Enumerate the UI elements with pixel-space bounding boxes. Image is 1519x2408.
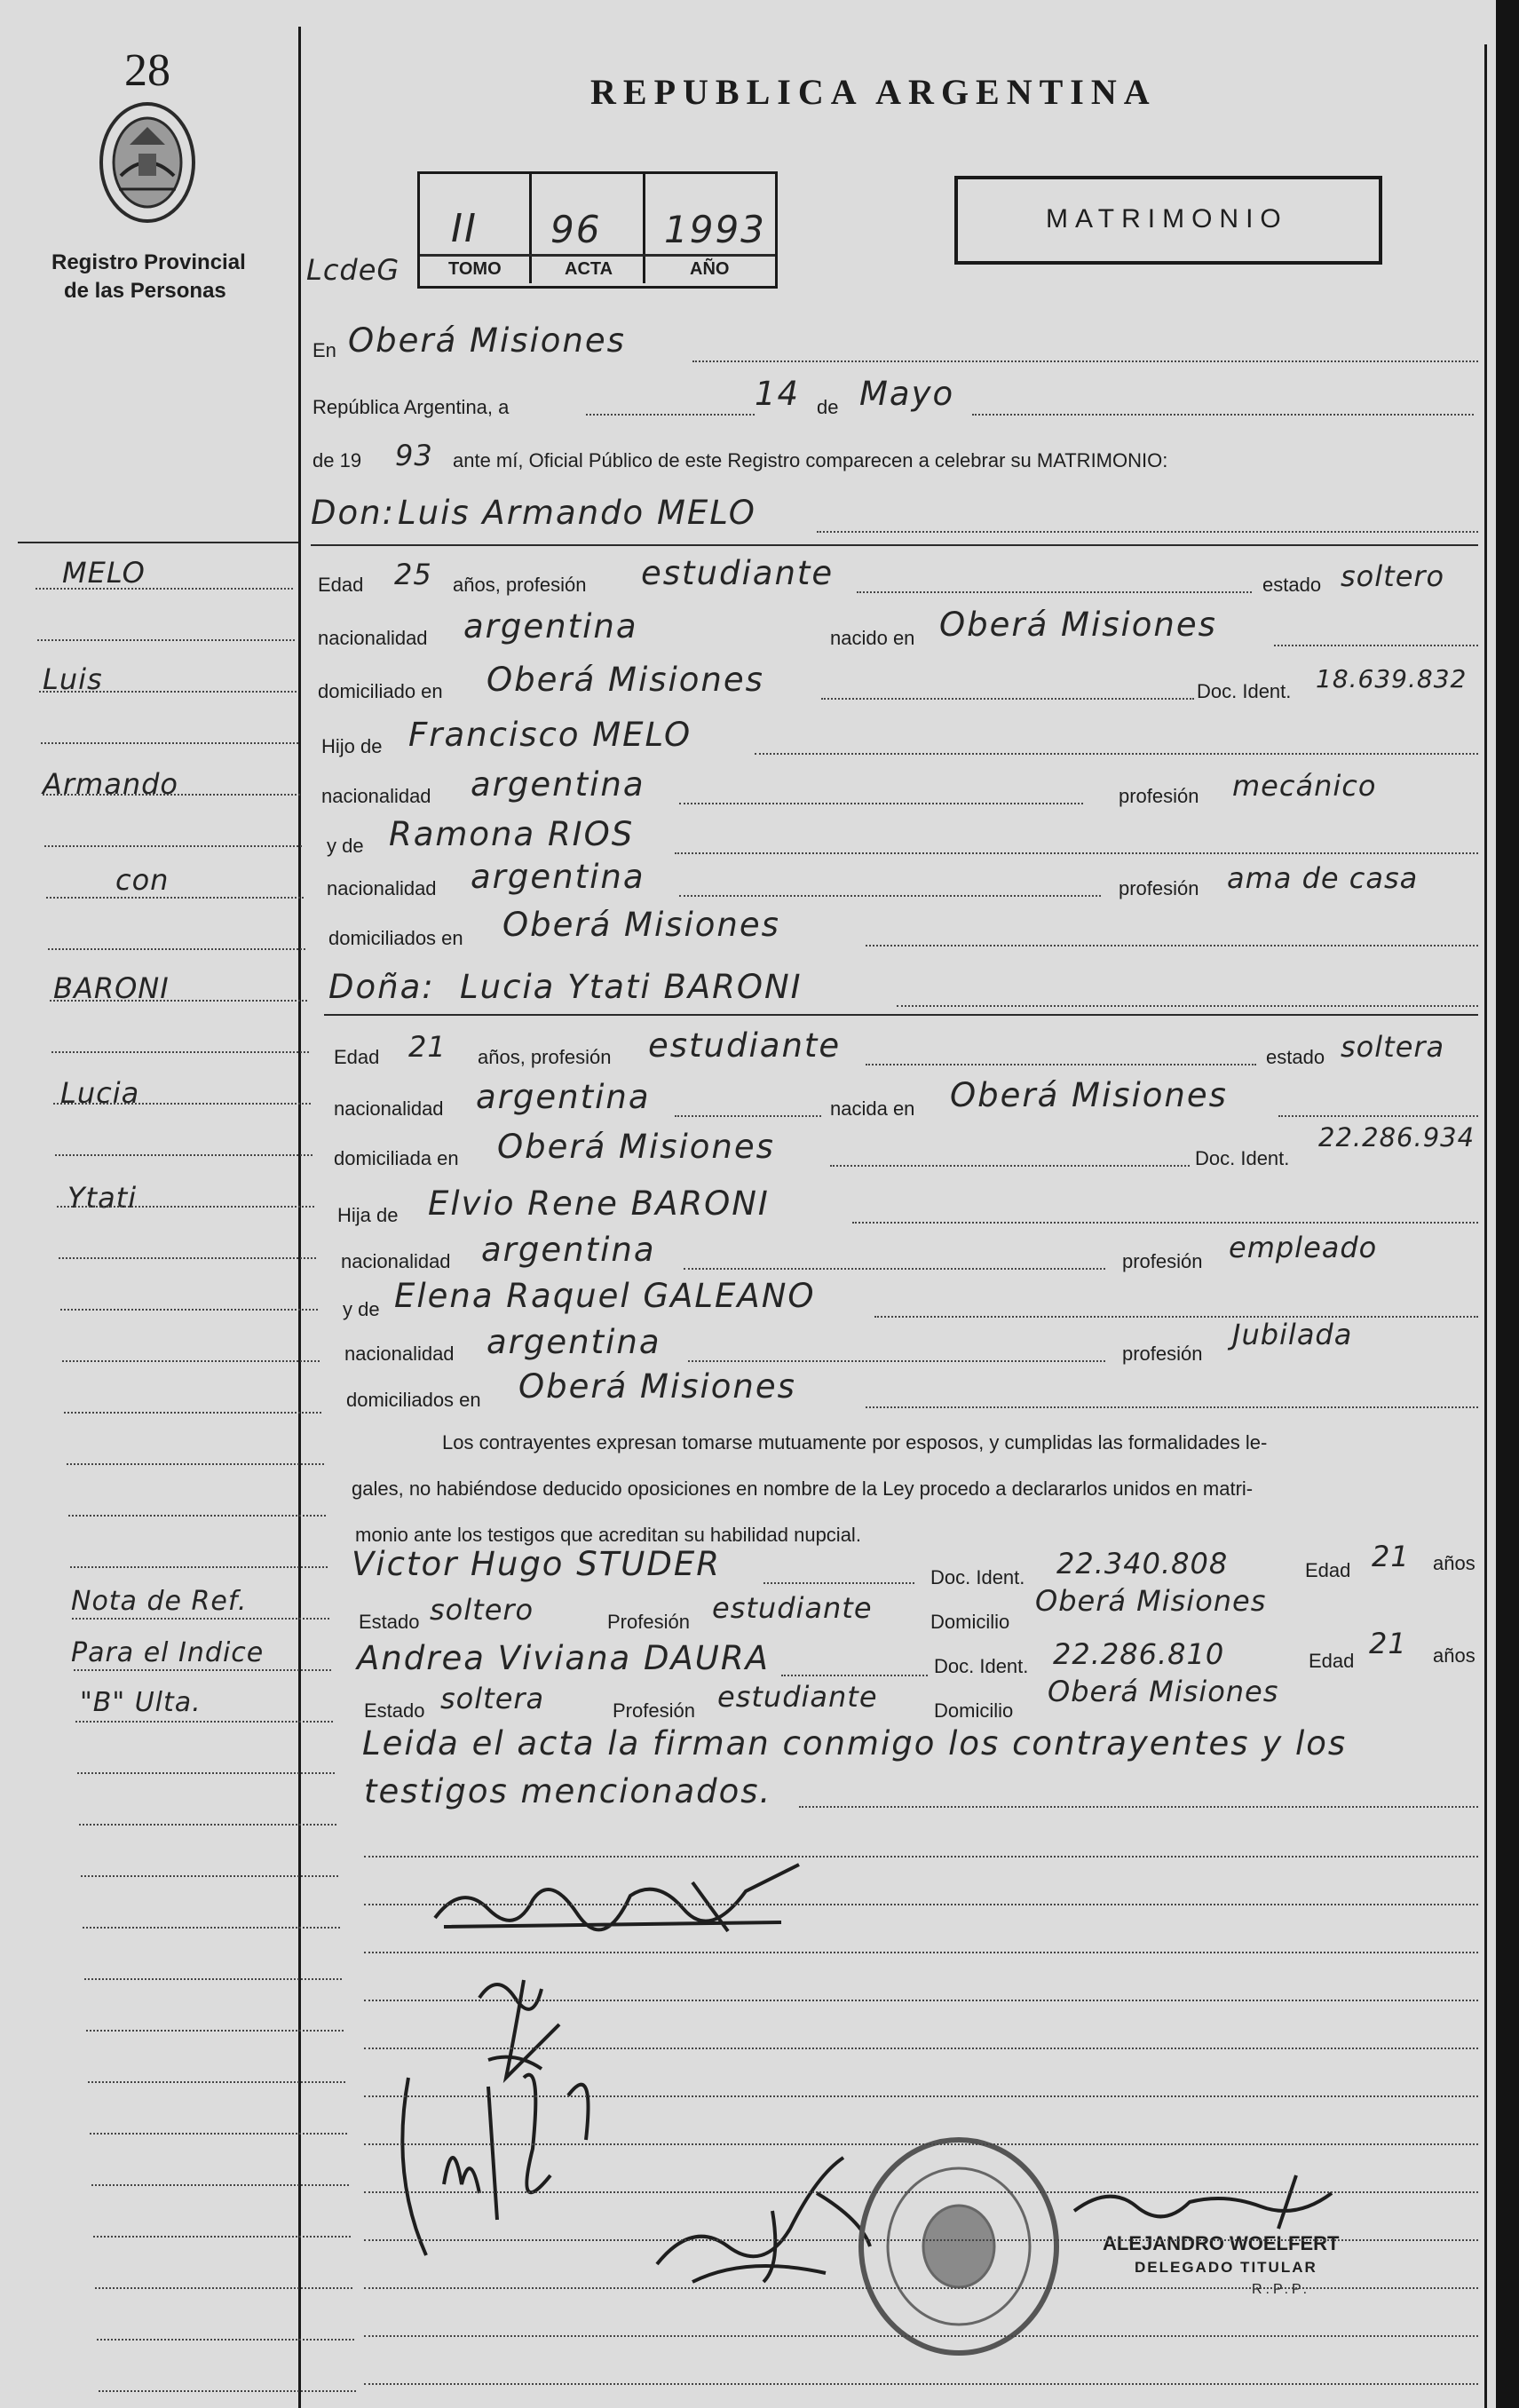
index-line <box>41 742 298 744</box>
page-number: 28 <box>124 45 170 96</box>
dotted-fill <box>897 1005 1478 1007</box>
ruled-line <box>364 2287 1478 2289</box>
witness2-estado-label: Estado <box>364 1699 425 1722</box>
groom-father-nat-label: nacionalidad <box>321 785 431 807</box>
bride-section-rule <box>324 1014 1478 1016</box>
act-year: 93 <box>395 439 433 472</box>
act-type: MATRIMONIO <box>1046 204 1288 234</box>
de-label: de <box>817 396 839 418</box>
bride-mother-profession: Jubilada <box>1232 1318 1353 1351</box>
groom-doc-label: Doc. Ident. <box>1197 680 1292 702</box>
bride-father-nat-label: nacionalidad <box>341 1250 451 1272</box>
index-line <box>70 1566 328 1568</box>
witness2-name: Andrea Viviana DAURA <box>357 1639 770 1677</box>
groom-nacionalidad-label: nacionalidad <box>318 627 428 649</box>
official-role: DELEGADO TITULAR <box>1135 2259 1317 2276</box>
index-line <box>62 1360 320 1362</box>
bride-parents-dom-label: domiciliados en <box>346 1389 481 1411</box>
bride-nacionalidad-label: nacionalidad <box>334 1097 444 1120</box>
official-stamp-icon <box>852 2131 1065 2362</box>
act-place: Oberá Misiones <box>348 321 626 360</box>
index-groom-middle-name: Armando <box>43 767 178 801</box>
index-line <box>88 2081 345 2083</box>
bride-doc: 22.286.934 <box>1318 1122 1475 1153</box>
dotted-fill <box>688 1360 1105 1362</box>
groom-mother-profession: ama de casa <box>1227 861 1419 895</box>
bride-father-profession: empleado <box>1229 1231 1378 1264</box>
margin-note-line3: "B" Ulta. <box>80 1687 202 1718</box>
bride-title: Doña: <box>328 968 435 1006</box>
dotted-fill <box>679 895 1101 897</box>
dotted-fill <box>675 1115 821 1117</box>
dotted-fill <box>866 945 1478 947</box>
witness2-anos-label: años <box>1433 1644 1475 1667</box>
signature-witness2 <box>639 2140 888 2291</box>
witness1-profession: estudiante <box>712 1591 873 1625</box>
groom-section-rule <box>311 544 1478 546</box>
ruled-line <box>364 2000 1478 2001</box>
index-line <box>59 1257 316 1259</box>
groom-nacido-label: nacido en <box>830 627 915 649</box>
index-line <box>51 1051 309 1053</box>
witness1-estado-label: Estado <box>359 1611 420 1633</box>
index-line <box>72 1618 329 1620</box>
ruled-line <box>364 2239 1478 2241</box>
side-note: LcdeG <box>306 253 400 287</box>
groom-parents-domicile: Oberá Misiones <box>502 906 780 944</box>
dotted-fill <box>781 1675 928 1676</box>
bride-profession: estudiante <box>648 1026 842 1065</box>
witness1-anos-label: años <box>1433 1552 1475 1574</box>
acta-anio-divider <box>643 174 645 283</box>
bride-nationality: argentina <box>476 1078 651 1116</box>
index-line <box>46 897 304 899</box>
witness1-profesion-label: Profesión <box>607 1611 690 1633</box>
closing-line1: Leida el acta la firman conmigo los contrayentes y los <box>362 1724 1348 1762</box>
bride-estado: soltera <box>1341 1030 1445 1064</box>
declaration-line2: gales, no habiéndose deducido oposiciones en nombre de la Ley procedo a declararlos unidos en matri- <box>352 1477 1254 1500</box>
margin-note-line2: Para el Indice <box>71 1637 265 1668</box>
dotted-fill <box>852 1222 1478 1224</box>
bride-domiciliada-label: domiciliada en <box>334 1147 459 1169</box>
index-line <box>86 2030 344 2032</box>
index-groom-first-name: Luis <box>43 662 103 696</box>
bride-birthplace: Oberá Misiones <box>950 1076 1228 1114</box>
ruled-line <box>364 2191 1478 2193</box>
groom-mother-nat-label: nacionalidad <box>327 877 437 899</box>
tomo-value: II <box>451 206 478 251</box>
dotted-fill <box>874 1316 1478 1318</box>
dotted-fill <box>675 852 1478 854</box>
bride-nacida-label: nacida en <box>830 1097 915 1120</box>
groom-estado: soltero <box>1341 559 1445 593</box>
bride-mother-nat-label: nacionalidad <box>344 1343 455 1365</box>
dotted-fill <box>1274 645 1478 646</box>
ruled-line <box>364 1952 1478 1953</box>
dotted-fill <box>817 531 1478 533</box>
groom-father-profession: mecánico <box>1232 769 1377 803</box>
witness1-age: 21 <box>1372 1540 1410 1573</box>
index-line <box>43 794 300 796</box>
witness2-estado: soltera <box>440 1682 545 1715</box>
bride-domicile: Oberá Misiones <box>497 1128 775 1166</box>
box-label-rule <box>420 254 775 257</box>
bride-yde-label: y de <box>343 1298 380 1320</box>
dotted-fill <box>679 803 1083 804</box>
witness1-name: Victor Hugo STUDER <box>352 1545 721 1583</box>
witness1-domicilio-label: Domicilio <box>930 1611 1010 1633</box>
bride-hija-label: Hija de <box>337 1204 399 1226</box>
index-line <box>90 2133 347 2135</box>
index-line <box>91 2184 349 2186</box>
groom-mother: Ramona RIOS <box>389 815 635 853</box>
dotted-fill <box>857 591 1252 593</box>
left-column-rule <box>298 27 301 2408</box>
bride-age: 21 <box>408 1030 447 1064</box>
dotted-fill <box>763 1582 914 1584</box>
witness2-domicile: Oberá Misiones <box>1048 1675 1279 1708</box>
witness1-domicile: Oberá Misiones <box>1035 1584 1267 1618</box>
index-line <box>36 588 293 590</box>
witness1-estado: soltero <box>430 1593 534 1627</box>
declaration-line1: Los contrayentes expresan tomarse mutuamente por esposos, y cumplidas las formalidades le- <box>442 1431 1268 1454</box>
index-line <box>44 845 302 847</box>
declaration-line3: monio ante los testigos que acreditan su habilidad nupcial. <box>355 1524 861 1546</box>
signature-official <box>1056 2166 1358 2238</box>
ruled-line <box>364 2048 1478 2049</box>
dotted-fill <box>799 1806 1478 1808</box>
index-line <box>79 1824 336 1826</box>
index-line <box>55 1154 313 1156</box>
province-seal-icon <box>94 96 201 229</box>
country-title: REPUBLICA ARGENTINA <box>590 72 1157 112</box>
dotted-fill <box>972 414 1474 416</box>
dotted-fill <box>755 753 1478 755</box>
bride-father: Elvio Rene BARONI <box>428 1184 770 1223</box>
index-line <box>57 1206 314 1208</box>
groom-father: Francisco MELO <box>408 716 692 754</box>
en-label: En <box>313 339 336 361</box>
year-prefix: de 19 <box>313 449 362 471</box>
bride-father-nationality: argentina <box>481 1231 656 1269</box>
index-line <box>97 2339 354 2341</box>
bride-mother-nationality: argentina <box>487 1323 661 1361</box>
witness2-doc: 22.286.810 <box>1053 1637 1225 1671</box>
appearance-statement: ante mí, Oficial Público de este Registro comparecen a celebrar su MATRIMONIO: <box>453 449 1168 471</box>
dotted-fill <box>586 414 755 416</box>
witness1-edad-label: Edad <box>1305 1559 1351 1581</box>
anio-label: AÑO <box>690 259 730 279</box>
groom-estado-label: estado <box>1262 574 1322 596</box>
groom-father-nationality: argentina <box>471 765 645 804</box>
ruled-line <box>364 2095 1478 2097</box>
dotted-fill <box>692 360 1478 362</box>
groom-doc: 18.639.832 <box>1316 664 1468 693</box>
ruled-line <box>364 1856 1478 1857</box>
groom-birthplace: Oberá Misiones <box>939 606 1217 644</box>
index-line <box>95 2287 352 2289</box>
ruled-line <box>364 2335 1478 2337</box>
index-line <box>60 1309 318 1311</box>
dotted-fill <box>830 1165 1190 1167</box>
acta-label: ACTA <box>565 259 613 279</box>
groom-parents-dom-label: domiciliados en <box>328 927 463 949</box>
bride-mother-prof-label: profesión <box>1122 1343 1203 1365</box>
bride-estado-label: estado <box>1266 1046 1325 1068</box>
signature-groom <box>426 1847 817 1953</box>
bride-parents-domicile: Oberá Misiones <box>518 1367 796 1406</box>
act-day: 14 <box>755 375 801 413</box>
closing-line2: testigos mencionados. <box>364 1772 772 1810</box>
index-line <box>64 1412 321 1414</box>
act-month: Mayo <box>859 375 955 413</box>
witness1-doc: 22.340.808 <box>1056 1547 1229 1580</box>
index-line <box>93 2236 351 2238</box>
groom-profession: estudiante <box>641 554 835 592</box>
groom-edad-label: Edad <box>318 574 364 596</box>
index-line <box>81 1875 338 1877</box>
index-line <box>75 1721 333 1723</box>
groom-domiciliado-label: domiciliado en <box>318 680 443 702</box>
groom-mother-nationality: argentina <box>471 858 645 896</box>
index-groom-surname: MELO <box>62 556 146 590</box>
groom-hijo-label: Hijo de <box>321 735 383 757</box>
index-bride-first-name: Lucia <box>60 1076 140 1110</box>
dotted-fill <box>821 698 1194 700</box>
groom-name: Luis Armando MELO <box>398 494 756 532</box>
groom-nationality: argentina <box>463 607 638 646</box>
groom-mother-prof-label: profesión <box>1119 877 1199 899</box>
index-line <box>50 1000 307 1002</box>
index-line <box>68 1515 326 1517</box>
witness2-age: 21 <box>1369 1627 1407 1660</box>
margin-note-line1: Nota de Ref. <box>71 1586 248 1617</box>
tomo-label: TOMO <box>448 259 502 279</box>
official-office: R.P.P. <box>1252 2282 1311 2297</box>
ruled-line <box>364 1904 1478 1905</box>
index-line <box>74 1669 331 1671</box>
bride-name: Lucia Ytati BARONI <box>460 968 803 1006</box>
index-column-top-rule <box>18 542 298 543</box>
index-connector: con <box>115 863 170 897</box>
registry-name-line2: de las Personas <box>64 279 226 303</box>
groom-age: 25 <box>394 558 432 591</box>
groom-father-prof-label: profesión <box>1119 785 1199 807</box>
groom-profesion-label: años, profesión <box>453 574 587 596</box>
bride-profesion-label: años, profesión <box>478 1046 612 1068</box>
witness2-edad-label: Edad <box>1309 1650 1355 1672</box>
index-line <box>53 1103 311 1105</box>
index-bride-surname: BARONI <box>53 971 170 1005</box>
republica-label: República Argentina, a <box>313 396 510 418</box>
witness2-profession: estudiante <box>717 1680 878 1714</box>
index-line <box>37 639 295 641</box>
dotted-fill <box>866 1064 1256 1065</box>
witness2-domicilio-label: Domicilio <box>934 1699 1014 1722</box>
ruled-line <box>364 2143 1478 2145</box>
groom-yde-label: y de <box>327 835 364 857</box>
book-binding <box>1496 0 1519 2408</box>
index-line <box>67 1463 324 1465</box>
official-name: ALEJANDRO WOELFERT <box>1103 2232 1340 2254</box>
groom-domicile: Oberá Misiones <box>487 661 764 699</box>
index-line <box>99 2390 356 2392</box>
index-line <box>48 948 305 950</box>
index-bride-middle-name: Ytati <box>67 1181 138 1215</box>
bride-edad-label: Edad <box>334 1046 380 1068</box>
index-line <box>83 1927 340 1929</box>
anio-value: 1993 <box>664 208 766 251</box>
index-line <box>84 1978 342 1980</box>
bride-doc-label: Doc. Ident. <box>1195 1147 1290 1169</box>
bride-mother: Elena Raquel GALEANO <box>394 1277 816 1315</box>
right-column-rule <box>1484 44 1487 2408</box>
dotted-fill <box>866 1406 1478 1408</box>
ruled-line <box>364 2383 1478 2385</box>
registry-name-line1: Registro Provincial <box>51 250 246 274</box>
tomo-acta-divider <box>529 174 532 283</box>
acta-value: 96 <box>550 208 602 251</box>
witness2-doc-label: Doc. Ident. <box>934 1655 1029 1677</box>
dotted-fill <box>684 1268 1105 1270</box>
dotted-fill <box>1278 1115 1478 1117</box>
bride-father-prof-label: profesión <box>1122 1250 1203 1272</box>
index-line <box>39 691 297 693</box>
witness1-doc-label: Doc. Ident. <box>930 1566 1025 1588</box>
index-line <box>77 1772 335 1774</box>
groom-title: Don: <box>311 494 396 532</box>
witness2-profesion-label: Profesión <box>613 1699 695 1722</box>
